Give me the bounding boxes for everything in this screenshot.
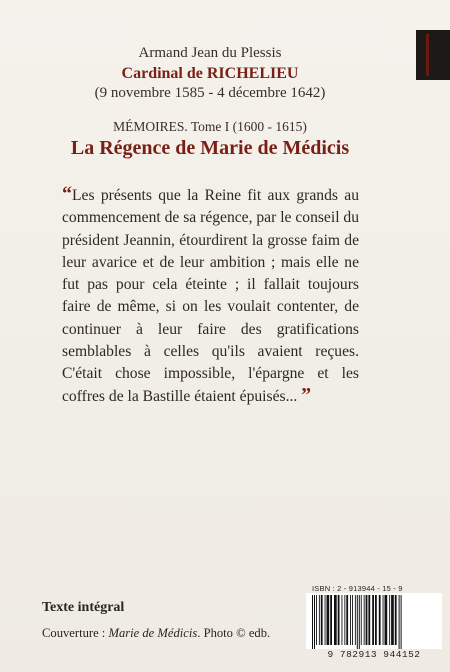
barcode-image [306, 593, 442, 649]
book-title: La Régence de Marie de Médicis [70, 137, 350, 159]
author-dates: (9 novembre 1585 - 4 décembre 1642) [94, 85, 326, 101]
quote-text: Les présents que la Reine fit aux grands au commencement de sa régence, par le conseil du président Jeannin, étourdirent la grosse faim de leur avarice et de leur ambition ; mais elle ne fut pas pour cela éteinte ; il fallait toujours faire de même, si on les voulait contenter, de continuer à leur faire des gratifications semblables à celles qu'ils avaient reçues. C'était chose impossible, l'épargne et les coffres de la Bastille étaient épuisés... [62, 187, 360, 405]
isbn-label: ISBN : 2 - 913944 - 15 - 9 [312, 584, 403, 593]
author-name: Armand Jean du Plessis [138, 45, 282, 61]
credit-painting-title: Marie de Médicis [108, 626, 198, 640]
credit-suffix: . Photo © edb. [197, 626, 271, 640]
texte-integral-label: Texte intégral [42, 600, 125, 615]
author-title: Cardinal de RICHELIEU [121, 65, 299, 82]
author-block [0, 44, 420, 103]
quote-block [62, 185, 359, 408]
cover-credit [42, 626, 270, 641]
open-quote-mark: “ [62, 183, 72, 205]
barcode-icon [306, 593, 442, 649]
dark-spine-tab [416, 30, 450, 80]
credit-prefix: Couverture : [42, 626, 109, 640]
work-block [0, 118, 420, 161]
close-quote-mark: ” [301, 383, 312, 406]
barcode-number: 9 782913 944152 [327, 649, 421, 660]
series-line: MÉMOIRES. Tome I (1600 - 1615) [113, 119, 307, 134]
